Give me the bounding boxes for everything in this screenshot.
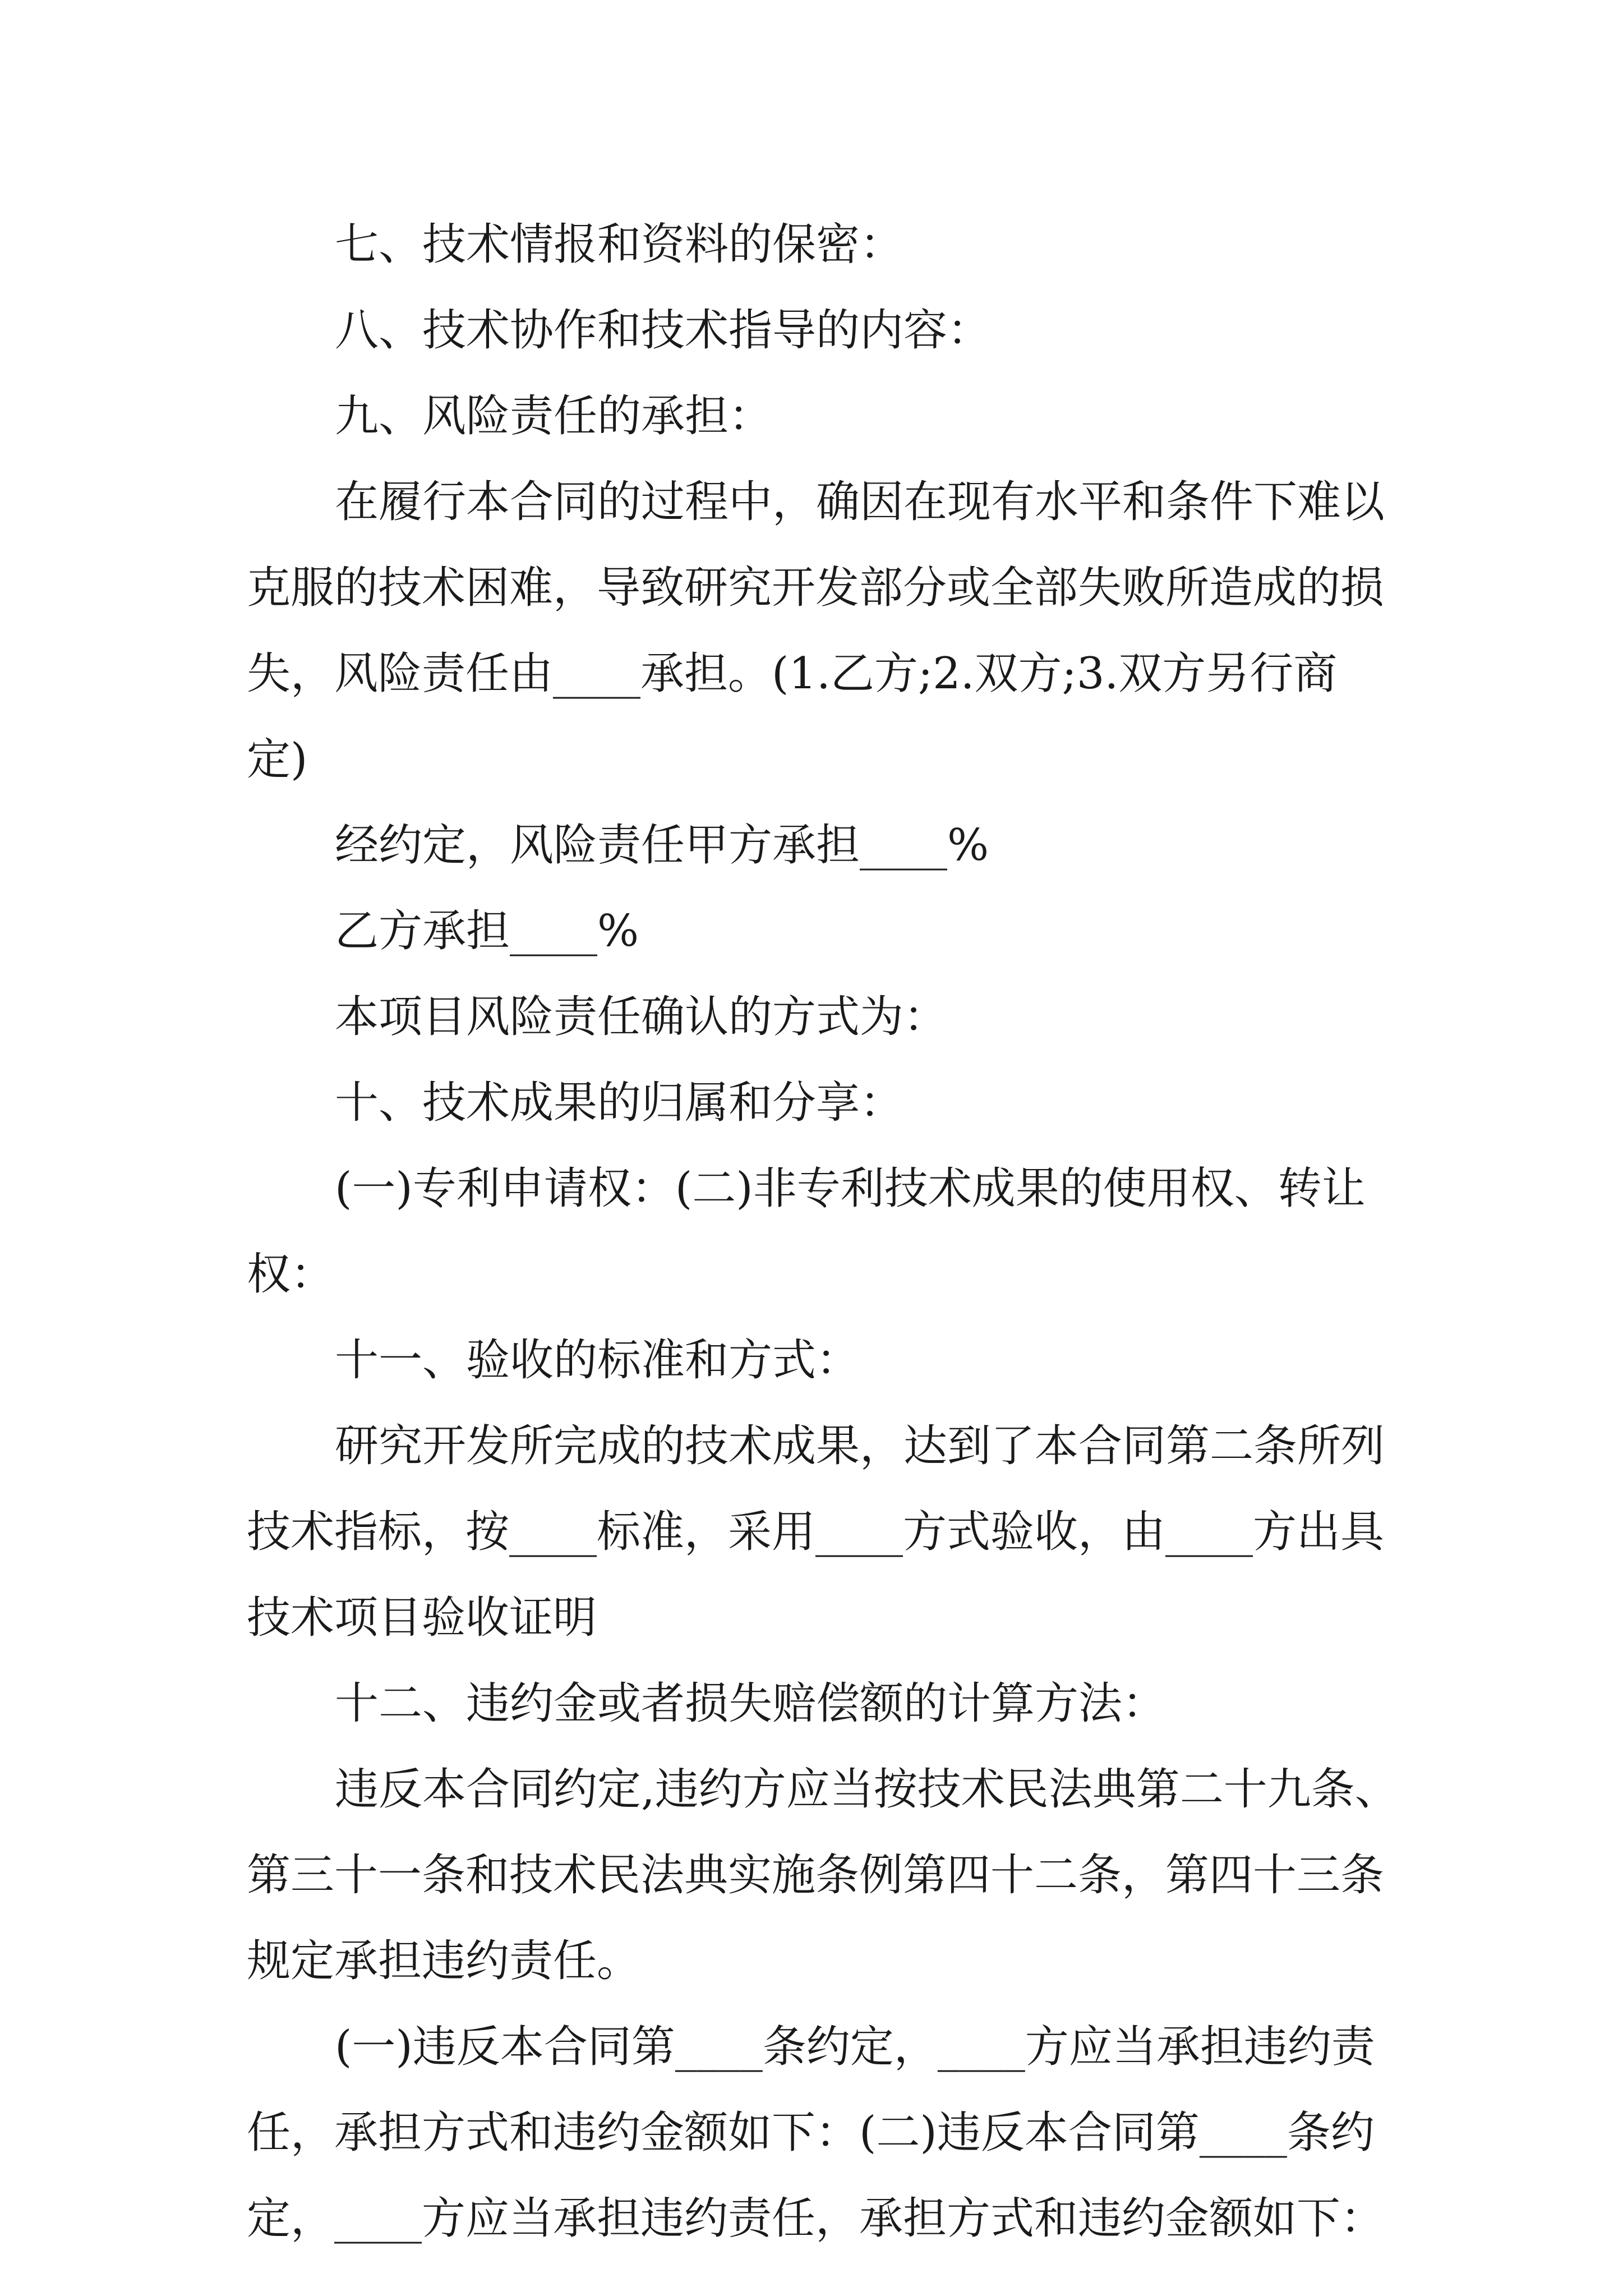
paragraph-line: 克服的技术困难，导致研究开发部分或全部失败所造成的损 — [247, 563, 1385, 613]
paragraph-line: 失，风险责任由____承担。(1.乙方;2.双方;3.双方另行商 — [247, 648, 1338, 699]
paragraph-line: 任，承担方式和违约金额如下：(二)违反本合同第____条约 — [247, 2108, 1375, 2158]
paragraph-line: 技术项目验收证明 — [247, 1593, 597, 1643]
section-heading-12: 十二、违约金或者损失赔偿额的计算方法： — [335, 1678, 1166, 1729]
paragraph-line: 经约定，风险责任甲方承担____% — [335, 820, 989, 871]
document-body — [247, 202, 1399, 2262]
section-heading-11: 十一、验收的标准和方式： — [335, 1335, 860, 1386]
paragraph-line: (一)专利申请权：(二)非专利技术成果的使用权、转让 — [335, 1163, 1366, 1214]
paragraph-line: 在履行本合同的过程中，确因在现有水平和条件下难以 — [335, 477, 1385, 527]
paragraph-line: 违反本合同约定,违约方应当按技术民法典第二十九条、 — [335, 1764, 1399, 1815]
paragraph-line: 技术指标，按____标准，采用____方式验收，由____方出具 — [247, 1507, 1385, 1557]
paragraph-line: (一)违反本合同第____条约定，____方应当承担违约责 — [335, 2022, 1375, 2072]
paragraph-line: 研究开发所完成的技术成果，达到了本合同第二条所列 — [335, 1421, 1385, 1471]
section-heading-7: 七、技术情报和资料的保密： — [335, 219, 904, 270]
paragraph-line: 规定承担违约责任。 — [247, 1936, 641, 1986]
section-heading-9: 九、风险责任的承担： — [335, 391, 773, 441]
section-heading-8: 八、技术协作和技术指导的内容： — [335, 305, 992, 356]
section-heading-10: 十、技术成果的归属和分享： — [335, 1078, 904, 1128]
paragraph-line: 第三十一条和技术民法典实施条例第四十二条，第四十三条 — [247, 1850, 1385, 1901]
paragraph-line: 定) — [247, 734, 308, 785]
paragraph-line: 定，____方应当承担违约责任，承担方式和违约金额如下： — [247, 2193, 1385, 2244]
paragraph-line: 权： — [247, 1249, 335, 1300]
paragraph-line: 乙方承担____% — [335, 906, 639, 956]
paragraph-line: 本项目风险责任确认的方式为： — [335, 992, 948, 1042]
